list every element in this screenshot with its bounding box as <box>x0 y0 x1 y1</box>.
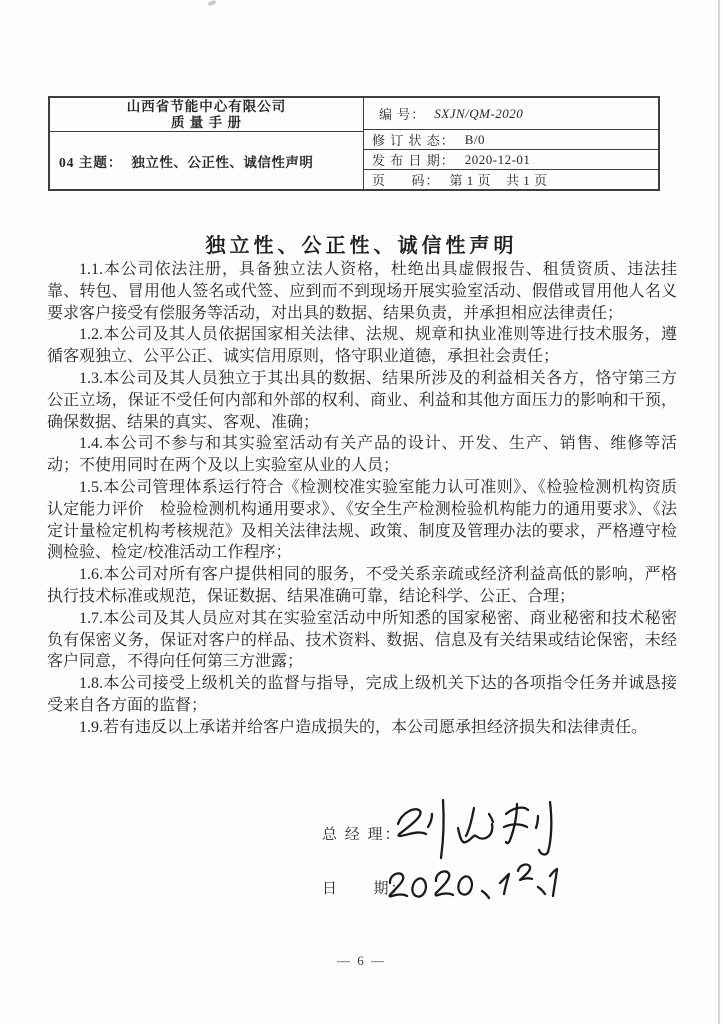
document-title: 独立性、公正性、诚信性声明 <box>205 235 518 257</box>
scan-speck-artifact <box>208 0 217 6</box>
subject-value: 独立性、公正性、诚信性声明 <box>131 154 314 170</box>
scan-edge-artifact <box>718 0 720 1024</box>
issue-date-label: 发 布 日 期： <box>372 153 455 168</box>
declaration-paragraph: 1.8.本公司接受上级机关的监督与指导，完成上级机关下达的各项指令任务并诚恳接受来自各方面的监督； <box>47 675 677 714</box>
page-code-cell <box>364 170 658 189</box>
revision-status-label: 修 订 状 态： <box>372 133 455 148</box>
revision-status-value: B/0 <box>464 131 486 147</box>
company-name: 山西省节能中心有限公司 <box>126 99 287 114</box>
issue-date-cell <box>364 150 658 170</box>
issue-date-value: 2020-12-01 <box>464 151 531 167</box>
header-table-right-column <box>364 98 658 189</box>
page-code-value: 第 1 页 共 1 页 <box>449 173 548 188</box>
subject-label: 04 主题： <box>59 154 123 170</box>
date-handwriting <box>378 855 568 907</box>
header-table-left-column <box>50 98 364 189</box>
doc-number-cell <box>364 98 658 130</box>
declaration-paragraph: 1.1.本公司依法注册，具备独立法人资格，杜绝出具虚假报告、租赁资质、违法挂靠、转包、冒用他人签名或代签、应到而不到现场开展实验室活动、假借或冒用他人名义要求客户接受有偿服务等活动，对出具的数据、结果负责，并承担相应法律责任； <box>47 261 677 322</box>
company-name-cell <box>50 98 363 132</box>
declaration-paragraph: 1.4.本公司不参与和其实验室活动有关产品的设计、开发、生产、销售、维修等活动；不使用同时在两个及以上实验室从业的人员； <box>47 435 677 475</box>
footer-page-number: — 6 — <box>337 953 386 968</box>
header-table <box>48 96 660 191</box>
declaration-body <box>47 259 677 739</box>
declaration-paragraph: 1.9.若有违反以上承诺并给客户造成损失的，本公司愿承担经济损失和法律责任。 <box>79 718 648 736</box>
subject-cell <box>50 132 363 189</box>
declaration-paragraph: 1.7.本公司及其人员应对其在实验室活动中所知悉的国家秘密、商业秘密和技术秘密负有保密义务，保证对客户的样品、技术资料、数据、信息及有关结果或结论保密，未经客户同意，不得向任何第三方泄露； <box>47 609 677 671</box>
doc-number-label: 编 号： <box>379 107 426 122</box>
doc-number-value: SXJN/QM-2020 <box>434 105 524 121</box>
declaration-paragraph: 1.2.本公司及其人员依据国家相关法律、法规、规章和执业准则等进行技术服务，遵循客观独立、公平公正、诚实信用原则，恪守职业道德，承担社会责任； <box>47 326 677 366</box>
manual-name: 质 量 手 册 <box>170 114 243 130</box>
declaration-paragraph: 1.5.本公司管理体系运行符合《检测校准实验室能力认可准则》、《检验检测机构资质认定能力评价 检验检测机构通用要求》、《安全生产检测检验机构能力的通用要求》、《法定计量检定机构考核规范》及相关法律法规、政策、制度及管理办法的要求，严格遵守检测检验、检定/校准活动工作程序； <box>47 478 677 562</box>
declaration-paragraph: 1.3.本公司及其人员独立于其出具的数据、结果所涉及的利益相关各方，恪守第三方公正立场，保证不受任何内部和外部的权利、商业、利益和其他方面压力的影响和干预，确保数据、结果的真实、客观、准确； <box>47 369 677 431</box>
revision-status-cell <box>364 130 658 150</box>
general-manager-label: 总 经 理： <box>322 827 402 843</box>
page-code-label: 页 码： <box>372 173 440 188</box>
date-label: 日 期： <box>322 881 408 897</box>
declaration-paragraph: 1.6.本公司对所有客户提供相同的服务，不受关系亲疏或经济利益高低的影响，严格执行技术标准或规范，保证数据、结果准确可靠，结论科学、公正、合理； <box>47 566 677 605</box>
